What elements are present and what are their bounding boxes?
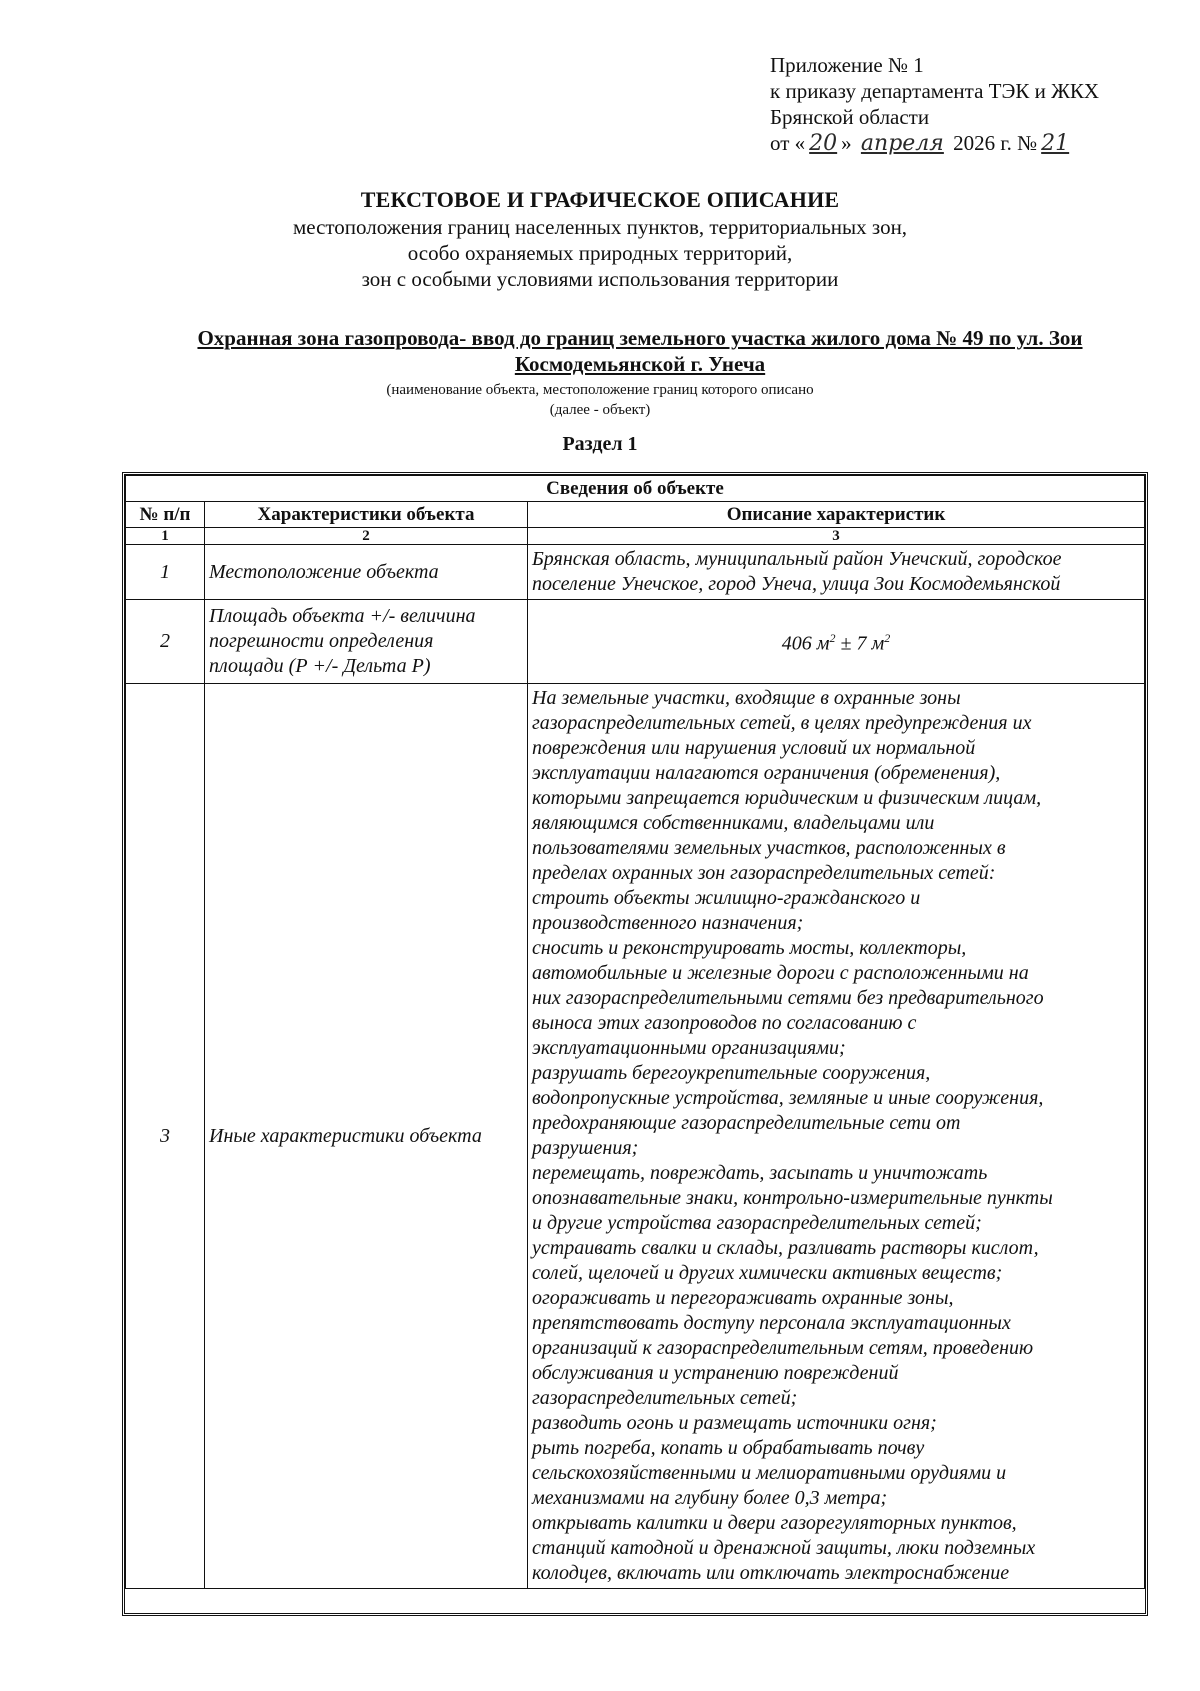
description-line: сельскохозяйственными и мелиоративными орудиями и — [532, 1462, 1007, 1484]
description-line: повреждения или нарушения условий их нормальной — [532, 737, 976, 759]
description-line: них газораспределительными сетями без предварительного — [532, 987, 1044, 1009]
object-name-line-1: Охранная зона газопровода- ввод до границ земельного участка жилого дома № 49 по ул. Зои — [197, 326, 1083, 350]
object-caption-line-1: (наименование объекта, местоположение границ которого описано — [386, 382, 814, 398]
object-name-line-2: Космодемьянской г. Унеча — [514, 352, 766, 376]
row-characteristic — [205, 600, 528, 684]
table-row — [126, 600, 1145, 684]
description-line: обслуживания и устранению повреждений — [532, 1362, 899, 1384]
description-line: предохраняющие газораспределительные сети от — [532, 1112, 961, 1134]
table-caption: Сведения об объекте — [126, 476, 1145, 502]
annex-line-1: Приложение № 1 — [770, 53, 924, 77]
annex-line-2: к приказу департамента ТЭК и ЖКХ — [770, 79, 1100, 103]
annex-date-line — [770, 130, 1190, 157]
description-line: устраивать свалки и склады, разливать растворы кислот, — [532, 1237, 1039, 1259]
description-line: водопропускные устройства, земляные и иные сооружения, — [532, 1087, 1044, 1109]
description-line: солей, щелочей и других химически активных веществ; — [532, 1262, 1003, 1284]
description-line: опознавательные знаки, контрольно-измерительные пункты — [532, 1187, 1053, 1209]
object-caption-line-2: (далее - объект) — [549, 402, 651, 418]
annex-line-3: Брянской области — [770, 105, 930, 129]
description-line: эксплуатации налагаются ограничения (обременения), — [532, 762, 1001, 784]
object-info-table — [122, 472, 1148, 1616]
subtitle-line-2: особо охраняемых природных территорий, — [407, 241, 793, 265]
description-line: механизмами на глубину более 0,3 метра; — [532, 1487, 888, 1509]
subtitle-line-1: местоположения границ населенных пунктов, территориальных зон, — [292, 215, 908, 239]
row-number: 1 — [126, 545, 205, 600]
description-line: колодцев, включать или отключать электроснабжение — [532, 1562, 1010, 1584]
table-row — [126, 684, 1145, 1589]
area-value-text: 406 м — [781, 632, 830, 655]
subtitle-line-3: зон с особыми условиями использования территории — [361, 267, 839, 291]
date-mid: » — [841, 131, 852, 155]
tolerance-unit-sup: 2 — [884, 631, 891, 646]
description-line: открывать калитки и двери газорегуляторных пунктов, — [532, 1512, 1017, 1534]
description-line: производственного назначения; — [532, 912, 804, 934]
description-line: строить объекты жилищно-гражданского и — [532, 887, 921, 909]
description-line: разводить огонь и размещать источники огня; — [532, 1412, 937, 1434]
description-line: пределах охранных зон газораспределительных сетей: — [532, 862, 996, 884]
title-block — [0, 186, 1200, 292]
row-number: 2 — [126, 600, 205, 684]
description-line: организаций к газораспределительным сетям, проведению — [532, 1337, 1034, 1359]
description-line: пользователями земельных участков, расположенных в — [532, 837, 1006, 859]
date-month-handwritten: апреля — [860, 131, 944, 156]
characteristic-line: погрешности определения — [209, 630, 434, 652]
description-line: огораживать и перегораживать охранные зоны, — [532, 1287, 954, 1309]
annex-block — [770, 52, 1190, 157]
area-unit-sup: 2 — [829, 631, 836, 646]
date-day-handwritten: 20 — [809, 131, 838, 156]
row-characteristic: Иные характеристики объекта — [205, 684, 528, 1589]
description-line: разрушения; — [532, 1137, 639, 1159]
table-row — [126, 545, 1145, 600]
description-line: поселение Унечское, город Унеча, улица Зои Космодемьянской — [532, 573, 1061, 595]
description-line: эксплуатационными организациями; — [532, 1037, 846, 1059]
column-number-2: 2 — [205, 528, 528, 545]
object-name — [120, 325, 1160, 377]
description-line: которыми запрещается юридическим и физическим лицам, — [532, 787, 1042, 809]
object-caption — [0, 380, 1200, 420]
description-line: станций катодной и дренажной защиты, люки подземных — [532, 1537, 1036, 1559]
description-line: рыть погреба, копать и обрабатывать почву — [532, 1437, 925, 1459]
header-description: Описание характеристик — [528, 502, 1145, 528]
description-line: разрушать берегоукрепительные сооружения, — [532, 1062, 931, 1084]
column-number-3: 3 — [528, 528, 1145, 545]
area-value — [528, 600, 1145, 684]
header-number: № п/п — [126, 502, 205, 528]
area-tolerance-text: ± 7 м — [835, 632, 885, 655]
header-characteristics: Характеристики объекта — [205, 502, 528, 528]
description-line: сносить и реконструировать мосты, коллекторы, — [532, 937, 967, 959]
characteristic-line: площади (Р +/- Дельта Р) — [209, 655, 431, 677]
description-line: перемещать, повреждать, засыпать и уничтожать — [532, 1162, 988, 1184]
document-title: ТЕКСТОВОЕ И ГРАФИЧЕСКОЕ ОПИСАНИЕ — [360, 187, 840, 212]
description-line: являющимся собственниками, владельцами или — [532, 812, 935, 834]
description-line: Брянская область, муниципальный район Унечский, городское — [532, 548, 1062, 570]
date-year-number-label: 2026 г. № — [953, 131, 1038, 155]
row-number: 3 — [126, 684, 205, 1589]
description-line: газораспределительных сетей; — [532, 1387, 798, 1409]
order-number-handwritten: 21 — [1041, 131, 1070, 156]
description-line: выноса этих газопроводов по согласованию с — [532, 1012, 917, 1034]
column-number-1: 1 — [126, 528, 205, 545]
description-line: и другие устройства газораспределительных сетей; — [532, 1212, 982, 1234]
date-prefix: от « — [770, 131, 806, 155]
row-characteristic: Местоположение объекта — [205, 545, 528, 600]
row-description — [528, 545, 1145, 600]
characteristic-line: Площадь объекта +/- величина — [209, 605, 476, 627]
section-title: Раздел 1 — [562, 433, 638, 455]
description-line: На земельные участки, входящие в охранные зоны — [532, 687, 961, 709]
description-line: газораспределительных сетей, в целях предупреждения их — [532, 712, 1032, 734]
description-line: автомобильные и железные дороги с расположенными на — [532, 962, 1029, 984]
description-line: препятствовать доступу персонала эксплуатационных — [532, 1312, 1011, 1334]
row-description — [528, 684, 1145, 1589]
